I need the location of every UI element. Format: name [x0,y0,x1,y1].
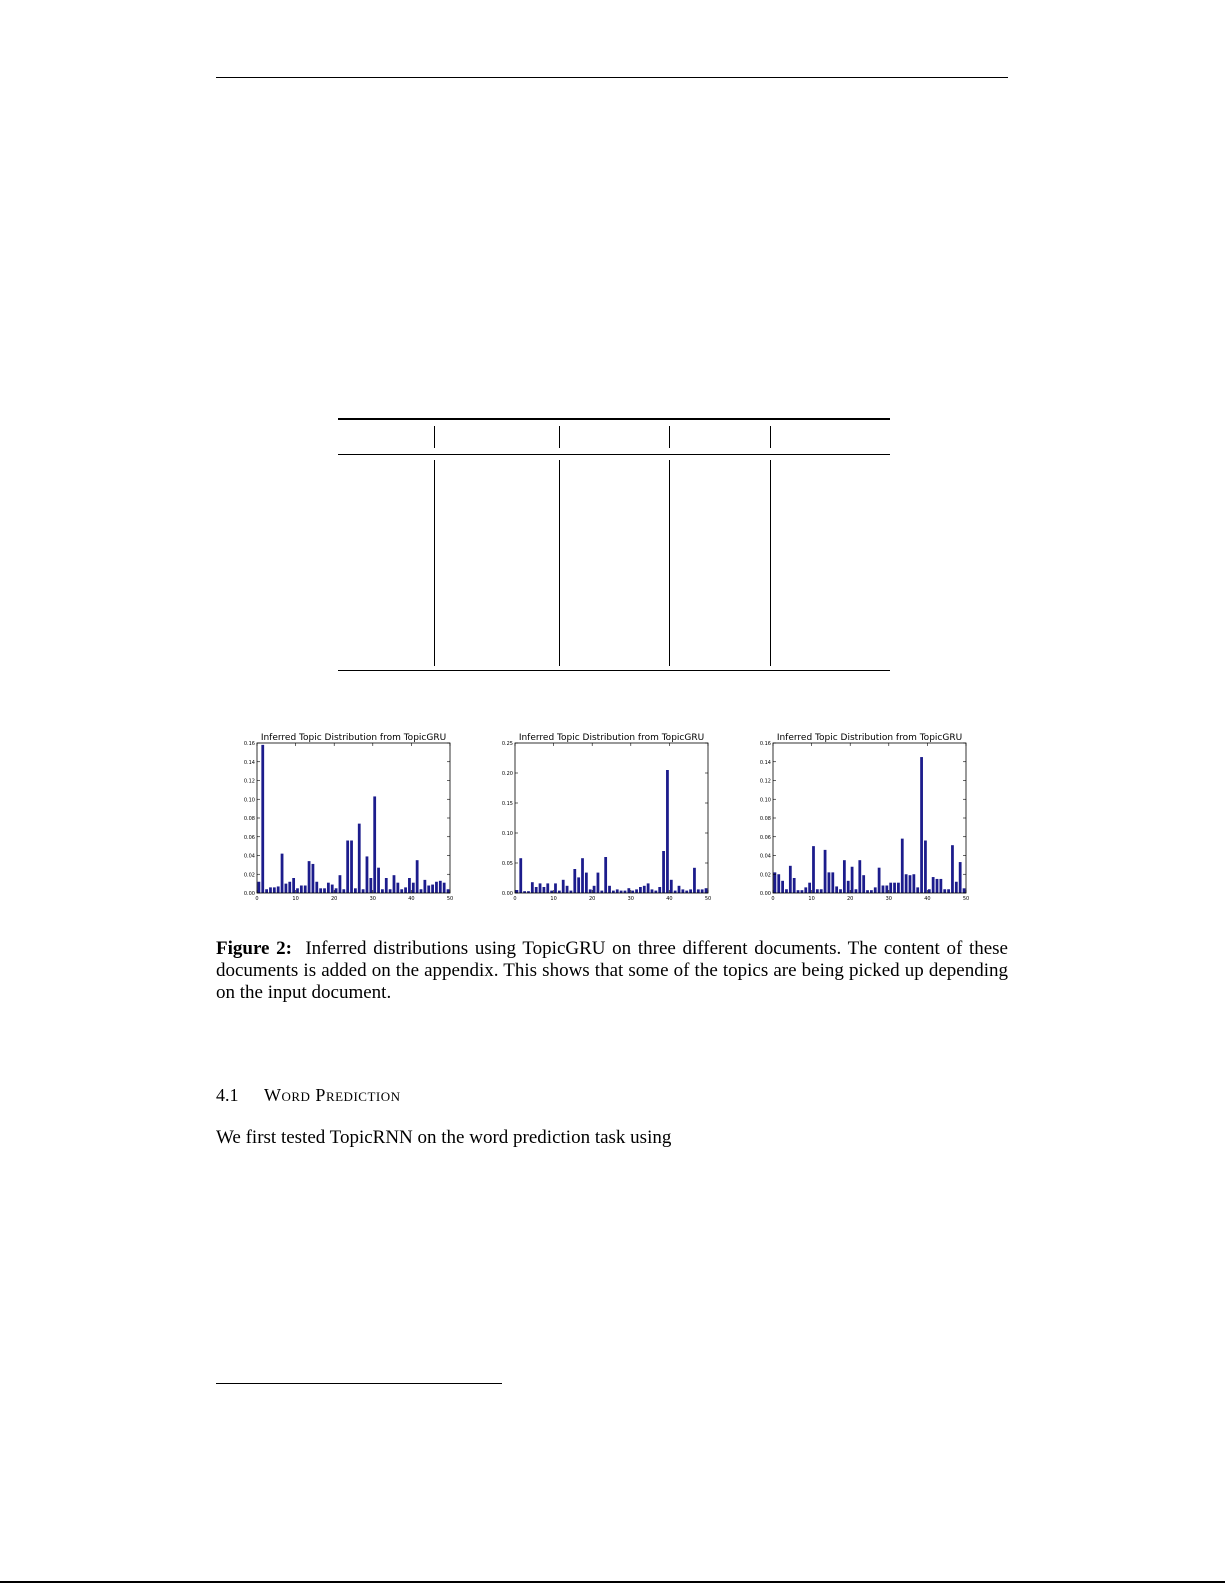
x-tick-label: 0 [771,896,775,902]
chart-title: Inferred Topic Distribution from TopicGRU [518,733,705,743]
y-tick-label: 0.04 [759,853,771,860]
bar [543,887,546,893]
bar [635,889,638,893]
topic-chart-2 [494,735,724,910]
x-tick-label: 50 [962,896,970,902]
bar [893,883,896,893]
bar [789,866,792,893]
table-col-sep [669,426,670,448]
bar [362,889,365,893]
bar [604,857,607,893]
bar [439,881,442,893]
bar [366,856,369,893]
table-col-sep [669,460,670,666]
bar [943,889,946,893]
x-tick-label: 10 [292,896,299,902]
bar [847,881,850,893]
bar [381,889,384,893]
bar [797,890,800,893]
caption-label: Figure 2: [216,938,292,959]
table-header-rule [338,454,890,455]
bar [281,854,284,893]
section-heading [216,1085,401,1106]
page-bottom-rule [0,1581,1225,1583]
bar [924,841,927,894]
topic-chart-2-svg [494,735,724,910]
bar [516,890,519,893]
bar [808,883,811,893]
bar [288,882,291,893]
bar [774,872,777,893]
bar [878,868,881,893]
bar [885,886,888,894]
x-tick-label: 40 [924,896,931,902]
bar [855,889,858,893]
bar [258,882,261,893]
bar [312,864,315,893]
bar [689,889,692,893]
bar [331,885,334,893]
bar [396,883,399,893]
bar [870,890,873,893]
bar [412,883,415,893]
bar [874,887,877,893]
table-bottom-rule [338,670,890,671]
bar [793,878,796,893]
y-tick-label: 0.08 [759,816,771,822]
bar [308,861,311,893]
bar [427,886,430,894]
bar [423,880,426,893]
topic-chart-1-svg [236,735,466,910]
bar [835,886,838,893]
bar [905,874,908,893]
bar [327,883,330,893]
bar [831,872,834,893]
bar [939,879,942,893]
bar [346,841,349,894]
bar [285,884,288,893]
bar [701,889,704,893]
y-tick-label: 0.04 [243,853,255,860]
bar [839,889,842,893]
bar [858,860,861,893]
x-tick-label: 0 [513,896,517,902]
y-tick-label: 0.14 [759,759,771,766]
bar [824,850,827,893]
bar [443,883,446,893]
header-rule [216,77,1008,78]
bar [339,875,342,893]
bar [643,886,646,893]
section-title: Word Prediction [264,1085,401,1105]
table-col-sep [559,426,560,448]
y-tick-label: 0.16 [759,741,771,747]
x-tick-label: 0 [255,896,259,902]
bar [862,875,865,893]
bar [666,770,669,893]
y-tick-label: 0.08 [243,816,255,822]
y-tick-label: 0.16 [243,741,255,747]
bar [431,885,434,893]
bar [785,889,788,893]
bar [955,882,958,893]
bar [820,889,823,893]
y-tick-label: 0.10 [501,831,513,837]
bar [350,841,353,894]
bar [354,888,357,893]
y-tick-label: 0.12 [759,778,771,785]
bar [292,878,295,893]
bar [277,886,280,893]
bar [265,889,268,893]
bar [416,860,419,893]
bar [909,875,912,893]
bar [963,888,966,893]
table-col-sep [770,426,771,448]
table-col-sep [434,426,435,448]
bar [373,796,376,893]
y-tick-label: 0.05 [501,861,513,867]
bar [342,889,345,893]
bar [400,889,403,893]
chart-title: Inferred Topic Distribution from TopicGRU [776,733,963,743]
bar [546,883,549,893]
bar [897,883,900,893]
bar [566,886,569,893]
bar [261,745,264,893]
bar [959,862,962,893]
bar [389,889,392,893]
bar [608,886,611,893]
y-tick-label: 0.20 [501,771,513,777]
bar [315,882,318,893]
bar [804,887,807,893]
bar [647,883,650,893]
bar [408,878,411,893]
bar [866,890,869,893]
bar [697,889,700,893]
bar [627,888,630,893]
bar [932,877,935,893]
bar [828,872,831,893]
bar [593,886,596,893]
bar [662,851,665,893]
bar [951,845,954,893]
x-tick-label: 50 [446,896,454,902]
plot-frame [773,743,966,893]
bar [812,846,815,893]
y-tick-label: 0.00 [501,891,513,897]
y-tick-label: 0.12 [243,778,255,785]
bar [273,887,276,893]
x-tick-label: 20 [847,896,854,902]
y-tick-label: 0.00 [243,891,255,897]
results-table [338,418,890,672]
chart-title: Inferred Topic Distribution from TopicGRU [260,733,447,743]
x-tick-label: 40 [666,896,673,902]
bar [843,860,846,893]
bar [585,873,588,893]
y-tick-label: 0.10 [759,797,771,804]
y-tick-label: 0.25 [501,741,513,747]
y-tick-label: 0.06 [759,834,771,841]
x-tick-label: 50 [704,896,712,902]
bar [435,882,438,893]
table-col-sep [434,460,435,666]
table-col-sep [770,460,771,666]
plot-frame [257,743,450,893]
bar [639,887,642,893]
bar [936,879,939,893]
bar [678,886,681,893]
bar [531,882,534,893]
bar [801,890,804,893]
x-tick-label: 40 [408,896,415,902]
plot-frame [515,743,708,893]
y-tick-label: 0.10 [243,797,255,804]
bar [581,858,584,893]
table-top-rule [338,418,890,420]
topic-chart-3 [752,735,982,910]
y-tick-label: 0.00 [759,891,771,897]
bar [573,869,576,893]
bar [851,867,854,893]
bar [658,887,661,893]
caption-text: Inferred distributions using TopicGRU on three different documents. The content of these documents is added on the appendix. This shows that some of the topics are being picked up depending on the input document. [216,938,1008,1003]
bar [781,881,784,893]
bar [916,887,919,893]
bar [912,874,915,893]
bar [269,887,272,893]
bar [323,888,326,893]
bar [300,886,303,894]
bar [554,883,557,893]
bar [882,886,885,894]
bar [519,858,522,893]
bar [404,887,407,893]
body-paragraph: We first tested TopicRNN on the word prediction task using [216,1127,672,1148]
bar [304,886,307,894]
bar [335,888,338,893]
topic-chart-3-svg [752,735,982,910]
bar [562,880,565,893]
bar [358,824,361,893]
bar [777,874,780,893]
bar [377,868,380,893]
section-number: 4.1 [216,1085,239,1105]
y-tick-label: 0.02 [759,872,771,879]
bar [670,880,673,893]
bar [589,889,592,893]
bar [319,888,322,893]
x-tick-label: 30 [627,896,634,902]
bar [597,873,600,893]
bar [705,888,708,893]
table-col-sep [559,460,560,666]
bar [577,877,580,893]
bar [901,839,904,893]
footnote-rule [216,1383,502,1384]
x-tick-label: 30 [369,896,376,902]
bar [296,888,299,893]
topic-chart-1 [236,735,466,910]
bar [447,889,450,893]
y-tick-label: 0.14 [243,759,255,766]
bar [393,875,396,893]
bar [369,878,372,893]
bar [920,757,923,893]
bar [947,889,950,893]
bar [651,889,654,893]
bar [616,889,619,893]
y-tick-label: 0.15 [501,801,513,807]
bar [693,868,696,893]
x-tick-label: 20 [331,896,338,902]
bar [535,887,538,893]
y-tick-label: 0.02 [243,872,255,879]
x-tick-label: 10 [808,896,815,902]
bar [928,889,931,893]
x-tick-label: 20 [589,896,596,902]
y-tick-label: 0.06 [243,834,255,841]
bar [816,889,819,893]
bar [539,883,542,893]
bar [385,878,388,893]
x-tick-label: 10 [550,896,557,902]
figure-caption [216,938,1008,1004]
bar [420,889,423,893]
x-tick-label: 30 [885,896,892,902]
bar [681,889,684,893]
bar [889,883,892,893]
